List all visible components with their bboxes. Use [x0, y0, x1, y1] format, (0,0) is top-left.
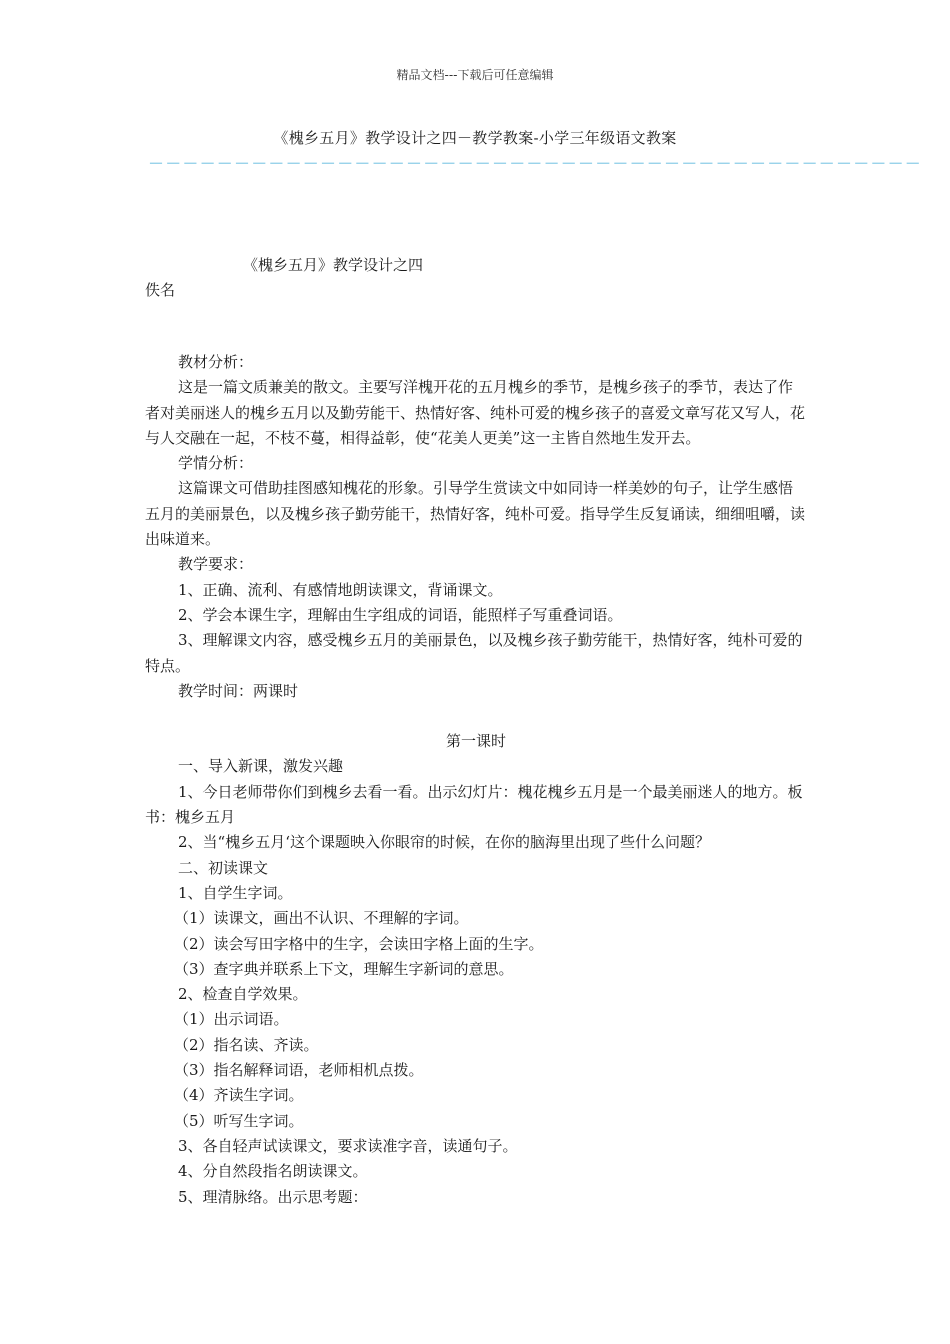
header-note: 精品文档---下载后可任意编辑 — [396, 68, 554, 82]
list-item: 5、理清脉络。出示思考题： — [178, 1187, 368, 1206]
list-item: 4、分自然段指名朗读课文。 — [178, 1162, 368, 1181]
list-item: 1、正确、流利、有感情地朗读课文，背诵课文。 — [178, 580, 503, 599]
sub-list-item: （3）指名解释词语，老师相机点拨。 — [174, 1061, 424, 1080]
list-item: 3、各自轻声试读课文，要求读准字音，读通句子。 — [178, 1136, 518, 1155]
section-heading: 教学要求： — [178, 555, 254, 574]
section-heading: 一、导入新课，激发兴趣 — [178, 757, 344, 776]
section-heading: 教学时间：两课时 — [178, 681, 299, 700]
spacer — [145, 704, 807, 729]
sub-list-item: （2）指名读、齐读。 — [174, 1035, 319, 1054]
document-title: 《槐乡五月》教学设计之四－教学教案-小学三年级语文教案 — [273, 129, 677, 147]
sub-list-item: （1）读课文，画出不认识、不理解的字词。 — [174, 909, 469, 928]
section-heading: 教材分析： — [178, 353, 254, 371]
sub-list-item: （1）出示词语。 — [174, 1010, 289, 1029]
lesson-subtitle: 《槐乡五月》教学设计之四 — [243, 256, 424, 274]
list-item: 3、理解课文内容，感受槐乡五月的美丽景色，以及槐乡孩子勤劳能干，热情好客，纯朴可爱的特点。 — [145, 631, 803, 675]
section-heading: 二、初读课文 — [178, 858, 269, 877]
list-item: 2、检查自学效果。 — [178, 985, 308, 1004]
sub-list-item: （4）齐读生字词。 — [174, 1086, 304, 1105]
author-name: 佚名 — [145, 281, 176, 299]
sub-list-item: （5）听写生字词。 — [174, 1111, 304, 1130]
sub-list-item: （2）读会写田字格中的生字，会读田字格上面的生字。 — [174, 934, 544, 953]
lesson-heading: 第一课时 — [445, 732, 506, 751]
sub-list-item: （3）查字典并联系上下文，理解生字新词的意思。 — [174, 959, 514, 978]
document-body — [145, 350, 807, 1210]
body-paragraph: 这篇课文可借助挂图感知槐花的形象。引导学生赏读文中如同诗一样美妙的句子，让学生感悟五月的美丽景色，以及槐乡孩子勤劳能干，热情好客，纯朴可爱。指导学生反复诵读，细细咀嚼，读出味道来。 — [145, 479, 806, 549]
dashed-divider: －－－－－－－－－－－－－－－－－－－－－－－－－－－－－－－－－－－－－－－－－－－－－ — [148, 154, 923, 173]
list-item: 1、今日老师带你们到槐乡去看一看。出示幻灯片：槐花槐乡五月是一个最美丽迷人的地方。板书：槐乡五月 — [145, 782, 803, 827]
list-item: 2、当“槐乡五月‘这个课题映入你眼帘的时候，在你的脑海里出现了些什么问题？ — [178, 833, 710, 852]
section-heading: 学情分析： — [178, 454, 254, 473]
list-item: 2、学会本课生字，理解由生字组成的词语，能照样子写重叠词语。 — [178, 605, 623, 624]
list-item: 1、自学生字词。 — [178, 883, 293, 902]
body-paragraph: 这是一篇文质兼美的散文。主要写洋槐开花的五月槐乡的季节，是槐乡孩子的季节，表达了作者对美丽迷人的槐乡五月以及勤劳能干、热情好客、纯朴可爱的槐乡孩子的喜爱文章写花又写人，花与人交融在一起，不枝不蔓，相得益彰，使“花美人更美”这一主皆自然地生发开去。 — [145, 378, 806, 447]
